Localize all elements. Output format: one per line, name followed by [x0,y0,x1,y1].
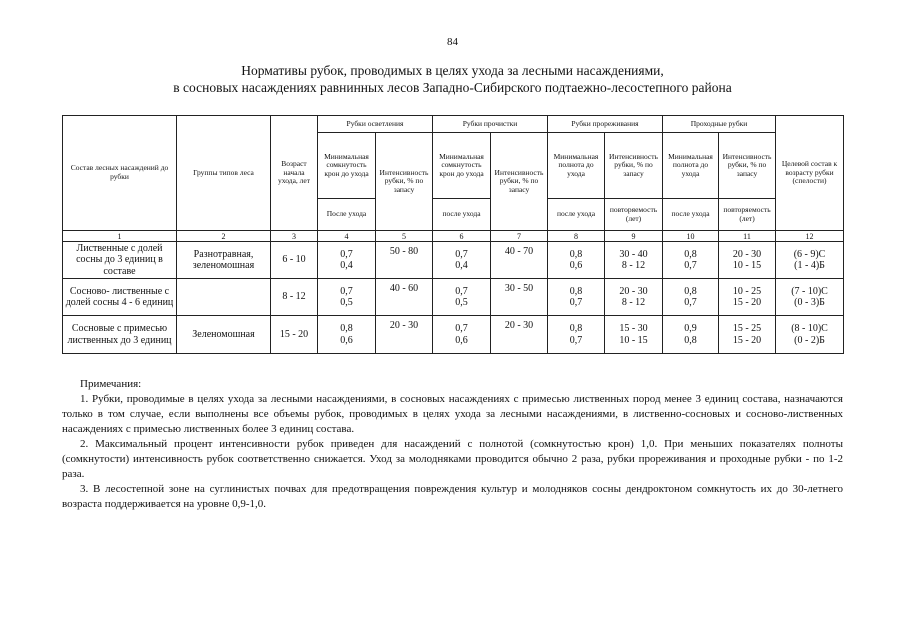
cell-value: 10 - 25 [732,285,762,297]
cell-value: 0,5 [340,297,353,308]
column-number: 5 [376,231,433,242]
cell-col4 [318,242,376,279]
cell-value: 0,8 [684,285,697,297]
cell-value: 0,8 [569,285,583,297]
table-row [63,242,844,279]
table-row [63,316,844,354]
cell-value: 0,7 [684,297,697,308]
cell-value: 0,7 [340,248,353,260]
cell-value: 0,9 [684,323,697,334]
cell-value: (8 - 10)С [791,323,828,334]
cell-value: 0,7 [455,323,468,334]
cell-composition: Лиственные с долей сосны до 3 единиц в составе [63,242,177,279]
cell-value: 0,5 [455,297,468,308]
header-composition: Состав лесных насаждений до рубки [63,116,177,231]
column-number: 12 [776,231,844,242]
cell-value: 0,6 [340,334,353,346]
notes-heading: Примечания: [80,378,142,390]
norms-table [62,115,844,354]
page-number: 84 [447,36,458,48]
cell-col7: 20 - 30 [491,316,548,354]
column-number: 6 [433,231,491,242]
cell-value: (1 - 4)Б [794,260,825,271]
cell-forest-type: Зеленомошная [177,316,271,354]
cell-value: 0,7 [569,334,583,346]
cell-value: 0,8 [569,323,583,334]
cell-col11 [719,316,776,354]
header-lightening-int: Интенсивность рубки, % по запасу [376,133,433,231]
cell-forest-type [177,279,271,316]
cell-value: 20 - 30 [732,248,762,260]
column-number: 11 [719,231,776,242]
cell-value: 10 - 15 [732,260,762,271]
cell-value: 8 - 12 [621,297,646,308]
cell-value: (0 - 3)Б [794,297,825,308]
cell-age: 8 - 12 [271,279,318,316]
cell-value: (7 - 10)С [791,285,828,297]
header-thinning-rep: повторяемость (лет) [605,199,663,231]
cell-value: 0,8 [569,248,583,260]
cell-col11 [719,279,776,316]
header-cleaning-after: после ухода [433,199,491,231]
cell-forest-type: Разнотравная, зеленомошная [177,242,271,279]
header-thinning-int: Интенсивность рубки, % по запасу [605,133,663,199]
column-number: 7 [491,231,548,242]
cell-value: 0,8 [684,334,697,346]
cell-col4 [318,279,376,316]
cell-value: 0,8 [684,248,697,260]
column-number: 10 [663,231,719,242]
cell-value: 8 - 12 [621,260,646,271]
cell-col12 [776,316,844,354]
header-group-passage: Проходные рубки [663,116,776,133]
cell-value: 0,4 [455,260,468,271]
note-1: 1. Рубки, проводимые в целях ухода за лесными насаждениями, в сосновых насаждениях с примесью лиственных пород менее 3 единиц состава, назначаются только в том случае, если выполнены все объемы рубок, проводимых в целях ухода за лесными насаждениями, в лиственно-сосновых и сосново-лиственных насаждениях с примесью лиственных более 3 единиц состава. [62,393,843,435]
cell-col7: 30 - 50 [491,279,548,316]
title-line-2: в сосновых насаждениях равнинных лесов Западно-Сибирского подтаежно-лесостепного района [173,80,732,95]
cell-value: 0,8 [340,323,353,334]
header-passage-after: после ухода [663,199,719,231]
header-lightening-min: Минимальная сомкнутость крон до ухода [318,133,376,199]
cell-value: 0,4 [340,260,353,271]
cell-col8 [548,279,605,316]
cell-col11 [719,242,776,279]
cell-value: 10 - 15 [619,334,648,346]
cell-col12 [776,279,844,316]
header-target: Целевой состав к возрасту рубки (спелости) [776,116,844,231]
cell-composition: Сосновые с примесью лиственных до 3 единиц [63,316,177,354]
cell-value: (6 - 9)С [793,248,826,260]
column-number: 8 [548,231,605,242]
header-thinning-after: после ухода [548,199,605,231]
note-3: 3. В лесостепной зоне на суглинистых почвах для предотвращения повреждения культур и молодняков сосны дендроктоном сомкнутость их до 30-летнего возраста поддерживается на уровне 0,9-1,0. [62,483,843,510]
cell-value: 15 - 20 [732,297,762,308]
cell-value: 0,7 [569,297,583,308]
cell-age: 6 - 10 [271,242,318,279]
header-forest-type: Группы типов леса [177,116,271,231]
header-cleaning-int: Интенсивность рубки, % по запасу [491,133,548,231]
cell-col10 [663,316,719,354]
cell-col6 [433,242,491,279]
note-2: 2. Максимальный процент интенсивности рубок приведен для насаждений с полнотой (сомкнутостью крон) 1,0. При меньших показателях полноты (сомкнутости) интенсивность рубок соответственно снижается. Уход за молодняками проводится обычно 2 раза, рубки прореживания и проходные рубки - по 1-2 раза. [62,438,843,480]
cell-col9 [605,316,663,354]
cell-col12 [776,242,844,279]
column-number: 1 [63,231,177,242]
cell-col8 [548,316,605,354]
header-lightening-after: После ухода [318,199,376,231]
notes [62,377,843,512]
title-line-1: Нормативы рубок, проводимых в целях ухода за лесными насаждениями, [241,63,664,78]
cell-value: 15 - 20 [732,334,762,346]
header-group-thinning: Рубки прореживания [548,116,663,133]
column-number: 9 [605,231,663,242]
header-group-cleaning: Рубки прочистки [433,116,548,133]
cell-col5: 50 - 80 [376,242,433,279]
cell-col4 [318,316,376,354]
cell-value: (0 - 2)Б [794,334,825,346]
cell-age: 15 - 20 [271,316,318,354]
header-group-lightening: Рубки осветления [318,116,433,133]
cell-value: 0,6 [455,334,468,346]
cell-col5: 40 - 60 [376,279,433,316]
cell-col9 [605,279,663,316]
header-passage-min: Минимальная полнота до ухода [663,133,719,199]
header-passage-rep: повторяемость (лет) [719,199,776,231]
table-row [63,279,844,316]
column-number: 2 [177,231,271,242]
cell-value: 0,7 [455,248,468,260]
cell-col8 [548,242,605,279]
cell-value: 15 - 30 [619,323,648,334]
cell-value: 0,7 [455,285,468,297]
column-number: 4 [318,231,376,242]
cell-col9 [605,242,663,279]
cell-value: 0,6 [569,260,583,271]
cell-value: 20 - 30 [619,285,648,297]
header-passage-int: Интенсивность рубки, % по запасу [719,133,776,199]
cell-value: 0,7 [684,260,697,271]
cell-composition: Сосново- лиственные с долей сосны 4 - 6 единиц [63,279,177,316]
header-thinning-min: Минимальная полнота до ухода [548,133,605,199]
header-age: Возраст начала ухода, лет [271,116,318,231]
cell-col6 [433,279,491,316]
cell-col10 [663,242,719,279]
header-cleaning-min: Минимальная сомкнутость крон до ухода [433,133,491,199]
cell-col10 [663,279,719,316]
cell-col6 [433,316,491,354]
cell-col5: 20 - 30 [376,316,433,354]
cell-value: 15 - 25 [732,323,762,334]
cell-col7: 40 - 70 [491,242,548,279]
page-title [40,62,865,96]
cell-value: 0,7 [340,285,353,297]
column-number: 3 [271,231,318,242]
cell-value: 30 - 40 [619,248,648,260]
